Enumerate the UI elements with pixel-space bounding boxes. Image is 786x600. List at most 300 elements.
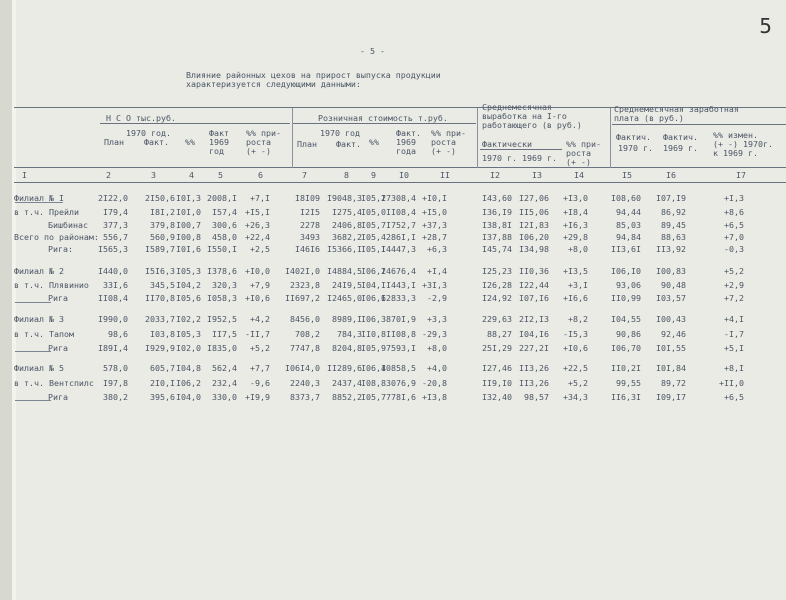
column-number-13: I3: [532, 170, 542, 180]
table-cell: +I0,6: [245, 293, 270, 303]
table-cell: +5,2: [724, 266, 744, 276]
table-cell: +7,2: [724, 293, 744, 303]
table-cell: +7,9: [250, 280, 270, 290]
header-output-fakt-rule: [480, 149, 562, 150]
table-cell: 92,46: [661, 329, 686, 339]
header-divider-3: [610, 108, 611, 168]
header-wage-1970: 1970 г.: [618, 143, 653, 153]
corner-handwritten-mark: 5: [759, 14, 772, 38]
table-cell: II289,6: [327, 363, 362, 373]
table-cell: I02,0: [176, 343, 201, 353]
table-cell: +I,3: [724, 193, 744, 203]
header-nso-fakt1969: Факт: [209, 128, 229, 138]
header-retail-pm: (+ -): [431, 146, 456, 156]
table-cell: II3,92: [656, 244, 686, 254]
table-cell: +7,I: [250, 193, 270, 203]
table-cell: 98,6: [108, 329, 128, 339]
header-output-3: работающего (в руб.): [482, 120, 582, 130]
row-label: в т.ч. Прейли: [14, 207, 79, 217]
column-number-14: I4: [574, 170, 584, 180]
header-nso-rosta: роста: [246, 137, 271, 147]
table-cell: I440,0: [98, 266, 128, 276]
row-label: Бишбинас: [48, 220, 88, 230]
table-cell: -9,6: [250, 378, 270, 388]
table-cell: -I,7: [724, 329, 744, 339]
table-cell: 8989,I: [332, 314, 362, 324]
table-cell: I9048,3: [327, 193, 362, 203]
row-label: Рига: [48, 293, 68, 303]
header-retail-goda: года: [396, 146, 416, 156]
table-cell: +8,2: [568, 314, 588, 324]
table-cell: +28,7: [422, 232, 447, 242]
row-label: Рига: [48, 392, 68, 402]
header-nso-growth: %% при-: [246, 128, 281, 138]
table-cell: +22,4: [245, 232, 270, 242]
table-cell: I05,9: [361, 343, 386, 353]
table-cell: 2I22,0: [98, 193, 128, 203]
header-output-growth: %% при-: [566, 139, 601, 149]
table-cell: II0,36: [519, 266, 549, 276]
column-number-6: 6: [258, 170, 263, 180]
table-cell: I00,7: [176, 220, 201, 230]
table-cell: 8456,0: [290, 314, 320, 324]
table-cell: 605,7: [150, 363, 175, 373]
table-cell: +I,4: [427, 266, 447, 276]
table-cell: II0,2I: [611, 363, 641, 373]
table-cell: 2323,8: [290, 280, 320, 290]
label-underline: [15, 351, 51, 352]
table-cell: I952,5: [207, 314, 237, 324]
table-cell: I04,55: [611, 314, 641, 324]
table-cell: 2278: [300, 220, 320, 230]
table-cell: I402I,0: [285, 266, 320, 276]
table-cell: +I3,0: [563, 193, 588, 203]
table-cell: I08,60: [611, 193, 641, 203]
table-cell: I2465,0: [327, 293, 362, 303]
table-cell: I05,2: [361, 193, 386, 203]
row-label: в т.ч. Вентспилс: [14, 378, 94, 388]
table-cell: 94,84: [616, 232, 641, 242]
header-bottom-rule: [14, 167, 786, 168]
table-cell: +4,0: [427, 363, 447, 373]
table-cell: I05,7: [361, 392, 386, 402]
column-number-2: 2: [106, 170, 111, 180]
table-cell: +3,I: [568, 280, 588, 290]
table-cell: I589,7: [145, 244, 175, 254]
header-nso-plan: План: [104, 137, 124, 147]
table-cell: +I0,6: [563, 343, 588, 353]
table-cell: +4,2: [250, 314, 270, 324]
table-cell: I06,4: [361, 363, 386, 373]
table-cell: 2033,7: [145, 314, 175, 324]
table-cell: 8852,2: [332, 392, 362, 402]
intro-line-1: Влияние районных цехов на прирост выпуска продукции: [186, 70, 441, 80]
table-cell: I4676,4: [381, 266, 416, 276]
table-cell: 99,55: [616, 378, 641, 388]
header-output-rosta: роста: [566, 148, 591, 158]
table-cell: I27,06: [519, 193, 549, 203]
header-wage-k1969: к 1969 г.: [713, 148, 758, 158]
table-cell: 578,0: [103, 363, 128, 373]
header-retail-1970: 1970 год: [320, 128, 360, 138]
row-label: в т.ч. Плявинио: [14, 280, 89, 290]
table-cell: 94,44: [616, 207, 641, 217]
table-cell: 784,3: [337, 329, 362, 339]
row-label: Всего по районам:: [14, 232, 99, 242]
table-cell: I06,2: [176, 378, 201, 388]
table-cell: I06,70: [611, 343, 641, 353]
table-cell: +II,0: [719, 378, 744, 388]
table-cell: I835,0: [207, 343, 237, 353]
table-cell: +29,8: [563, 232, 588, 242]
table-cell: I443,I: [386, 280, 416, 290]
label-underline: [15, 302, 51, 303]
table-cell: II3,6I: [611, 244, 641, 254]
table-cell: I565,3: [98, 244, 128, 254]
table-cell: +37,3: [422, 220, 447, 230]
intro-line-2: характеризуется следующими данными:: [186, 79, 361, 89]
table-cell: I26,28: [482, 280, 512, 290]
table-cell: 778I,6: [386, 392, 416, 402]
table-cell: 90,86: [616, 329, 641, 339]
table-cell: +6,5: [724, 220, 744, 230]
table-cell: I37,88: [482, 232, 512, 242]
row-label: в т.ч. Тапом: [14, 329, 74, 339]
header-nso-pm: (+ -): [246, 146, 271, 156]
table-cell: 86,92: [661, 207, 686, 217]
table-cell: I22,44: [519, 280, 549, 290]
column-number-15: I5: [622, 170, 632, 180]
table-cell: 3682,2: [332, 232, 362, 242]
table-cell: I04,I6: [519, 329, 549, 339]
table-cell: II0,8: [361, 329, 386, 339]
header-retail-rosta: роста: [431, 137, 456, 147]
table-cell: 88,27: [487, 329, 512, 339]
table-cell: 377,3: [103, 220, 128, 230]
table-cell: I8I,2: [150, 207, 175, 217]
table-cell: 2I2,I3: [519, 314, 549, 324]
table-cell: I0I,6: [176, 244, 201, 254]
table-cell: II08,4: [386, 207, 416, 217]
table-cell: II08,8: [386, 329, 416, 339]
table-cell: I34,98: [519, 244, 549, 254]
header-wage-change: %% измен.: [713, 130, 758, 140]
table-cell: +3,3: [427, 314, 447, 324]
table-cell: I929,9: [145, 343, 175, 353]
row-label: Филиал № 2: [14, 266, 64, 276]
table-cell: I7308,4: [381, 193, 416, 203]
table-cell: 8373,7: [290, 392, 320, 402]
table-cell: +5,I: [724, 343, 744, 353]
page-binding-highlight: [12, 0, 16, 600]
header-nso-1970: 1970 год.: [126, 128, 171, 138]
header-output-2: выработка на I-го: [482, 111, 567, 121]
table-cell: I05,I: [361, 244, 386, 254]
header-retail-fakt: Факт.: [336, 139, 361, 149]
column-number-12: I2: [490, 170, 500, 180]
table-cell: +7,0: [724, 232, 744, 242]
table-cell: -0,3: [724, 244, 744, 254]
table-cell: 320,3: [212, 280, 237, 290]
table-cell: II7,5: [212, 329, 237, 339]
table-cell: I07,I6: [519, 293, 549, 303]
table-cell: 2I0,I: [150, 378, 175, 388]
header-wage-rule: [612, 124, 786, 125]
table-cell: I550,I: [207, 244, 237, 254]
table-cell: I24,92: [482, 293, 512, 303]
table-cell: I32,40: [482, 392, 512, 402]
header-nso-1969: 1969: [209, 137, 229, 147]
table-cell: 8204,8: [332, 343, 362, 353]
table-cell: 25I,29: [482, 343, 512, 353]
table-cell: +I6,3: [563, 220, 588, 230]
table-cell: I09,I7: [656, 392, 686, 402]
label-underline: [15, 202, 63, 203]
table-cell: +6,3: [427, 244, 447, 254]
table-cell: I05,3: [176, 266, 201, 276]
table-cell: I06,I0: [611, 266, 641, 276]
table-cell: I46I6: [295, 244, 320, 254]
table-cell: +I8,4: [563, 207, 588, 217]
table-cell: I00,43: [656, 314, 686, 324]
table-cell: I378,6: [207, 266, 237, 276]
table-cell: II3,26: [519, 363, 549, 373]
header-wage-pm: (+ -) 1970г.: [713, 139, 773, 149]
table-cell: 7747,8: [290, 343, 320, 353]
column-number-rule: [14, 182, 786, 183]
table-cell: I4884,5: [327, 266, 362, 276]
header-nso-fakt: Факт.: [144, 137, 169, 147]
column-number-3: 3: [151, 170, 156, 180]
header-wage-fakt-2: Фактич.: [663, 132, 698, 142]
table-cell: 90,48: [661, 280, 686, 290]
row-label: Филиал № 5: [14, 363, 64, 373]
table-cell: 229,63: [482, 314, 512, 324]
header-retail-growth: %% при-: [431, 128, 466, 138]
table-cell: II5,06: [519, 207, 549, 217]
table-cell: I25,23: [482, 266, 512, 276]
table-cell: +8,6: [724, 207, 744, 217]
table-cell: 345,5: [150, 280, 175, 290]
table-cell: I05,3: [176, 329, 201, 339]
label-underline: [15, 400, 51, 401]
table-cell: 24I9,5: [332, 280, 362, 290]
table-cell: 98,57: [524, 392, 549, 402]
table-cell: I2833,3: [381, 293, 416, 303]
table-cell: I27,46: [482, 363, 512, 373]
table-cell: +22,5: [563, 363, 588, 373]
column-number-9: 9: [371, 170, 376, 180]
table-cell: I752,7: [386, 220, 416, 230]
table-cell: 380,2: [103, 392, 128, 402]
table-cell: +34,3: [563, 392, 588, 402]
table-cell: 2437,4: [332, 378, 362, 388]
table-cell: 870I,9: [386, 314, 416, 324]
table-cell: +8,0: [427, 343, 447, 353]
table-cell: I43,60: [482, 193, 512, 203]
table-cell: -2,9: [427, 293, 447, 303]
table-cell: 330,0: [212, 392, 237, 402]
table-cell: -29,3: [422, 329, 447, 339]
table-cell: I2I,83: [519, 220, 549, 230]
header-nso: Н С О тыс.руб.: [106, 113, 176, 123]
table-cell: I08,8: [361, 378, 386, 388]
table-cell: +6,5: [724, 392, 744, 402]
header-divider-2: [477, 108, 478, 168]
table-cell: +3I,3: [422, 280, 447, 290]
header-retail-rule: [292, 123, 476, 124]
table-cell: 458,0: [212, 232, 237, 242]
header-divider-1: [292, 108, 293, 168]
header-wage-fakt-1: Фактич.: [616, 132, 651, 142]
table-cell: I0I,0: [176, 207, 201, 217]
table-cell: +8,0: [568, 244, 588, 254]
table-cell: -II,7: [245, 329, 270, 339]
table-cell: I05,7: [361, 220, 386, 230]
table-cell: 7593,I: [386, 343, 416, 353]
table-cell: I5I6,3: [145, 266, 175, 276]
table-cell: +5,2: [568, 378, 588, 388]
table-cell: -20,8: [422, 378, 447, 388]
table-cell: I04,I: [361, 280, 386, 290]
header-retail-pct: %%: [369, 137, 379, 147]
row-label: Рига: [48, 343, 68, 353]
header-retail-plan: План: [297, 139, 317, 149]
header-retail-1969: 1969: [396, 137, 416, 147]
table-cell: +I3,5: [563, 266, 588, 276]
header-output-1969: 1969 г.: [522, 153, 557, 163]
table-cell: I89I,4: [98, 343, 128, 353]
table-cell: I06I4,0: [285, 363, 320, 373]
table-cell: 2008,I: [207, 193, 237, 203]
table-cell: 2406,8: [332, 220, 362, 230]
table-cell: 3076,9: [386, 378, 416, 388]
table-cell: 395,6: [150, 392, 175, 402]
header-output-1: Среднемесячная: [482, 102, 552, 112]
column-number-4: 4: [189, 170, 194, 180]
table-cell: +4,I: [724, 314, 744, 324]
table-cell: 300,6: [212, 220, 237, 230]
header-output-1970: 1970 г.: [482, 153, 517, 163]
table-cell: I02,2: [176, 314, 201, 324]
table-cell: I05,4: [361, 232, 386, 242]
table-cell: II9,I0: [482, 378, 512, 388]
table-cell: +I0,0: [245, 266, 270, 276]
column-number-7: 7: [302, 170, 307, 180]
table-cell: 33I,6: [103, 280, 128, 290]
table-cell: 708,2: [295, 329, 320, 339]
header-output-pm: (+ -): [566, 157, 591, 167]
table-cell: 286I,I: [386, 232, 416, 242]
table-cell: 562,4: [212, 363, 237, 373]
table-cell: I990,0: [98, 314, 128, 324]
column-number-16: I6: [666, 170, 676, 180]
table-cell: I05,0: [361, 207, 386, 217]
header-nso-pct: %%: [185, 137, 195, 147]
table-cell: I0I,3: [176, 193, 201, 203]
column-number-1: I: [22, 170, 27, 180]
table-cell: +I6,6: [563, 293, 588, 303]
table-cell: II697,2: [285, 293, 320, 303]
table-cell: I45,74: [482, 244, 512, 254]
table-cell: 89,45: [661, 220, 686, 230]
table-cell: 88,63: [661, 232, 686, 242]
table-cell: 560,9: [150, 232, 175, 242]
table-cell: II0,99: [611, 293, 641, 303]
row-label: Филиал № 3: [14, 314, 64, 324]
page-number: - 5 -: [360, 46, 385, 56]
table-cell: 227,2I: [519, 343, 549, 353]
table-cell: I06,20: [519, 232, 549, 242]
table-cell: I04,2: [176, 280, 201, 290]
table-cell: I058,3: [207, 293, 237, 303]
table-cell: I0I,84: [656, 363, 686, 373]
table-cell: 232,4: [212, 378, 237, 388]
table-cell: I00,8: [176, 232, 201, 242]
table-cell: +5,2: [250, 343, 270, 353]
table-cell: I07,I9: [656, 193, 686, 203]
row-label: Рига:: [48, 244, 73, 254]
header-wage-1969: 1969 г.: [663, 143, 698, 153]
table-cell: +26,3: [245, 220, 270, 230]
table-cell: 379,8: [150, 220, 175, 230]
table-cell: +I9,9: [245, 392, 270, 402]
table-cell: 85,03: [616, 220, 641, 230]
table-cell: +8,I: [724, 363, 744, 373]
table-cell: +I3,8: [422, 392, 447, 402]
table-cell: I00,83: [656, 266, 686, 276]
header-nso-god: год: [209, 146, 224, 156]
table-cell: I2I5: [300, 207, 320, 217]
header-retail: Розничная стоимость т.руб.: [318, 113, 448, 123]
header-wage-2: плата (в руб.): [614, 113, 684, 123]
table-cell: +I5,I: [245, 207, 270, 217]
header-wage-1: Среднемесячная заработная: [614, 104, 739, 114]
column-number-10: I0: [399, 170, 409, 180]
table-cell: I275,4: [332, 207, 362, 217]
table-cell: 556,7: [103, 232, 128, 242]
table-cell: I03,8: [150, 329, 175, 339]
table-cell: I06,6: [361, 293, 386, 303]
column-number-5: 5: [218, 170, 223, 180]
table-cell: I06,3: [361, 314, 386, 324]
table-cell: I79,4: [103, 207, 128, 217]
column-number-11: II: [440, 170, 450, 180]
table-cell: I04,0: [176, 392, 201, 402]
table-cell: II3,26: [519, 378, 549, 388]
table-cell: I4447,3: [381, 244, 416, 254]
table-cell: I05,6: [176, 293, 201, 303]
table-cell: +2,5: [250, 244, 270, 254]
table-cell: II08,4: [98, 293, 128, 303]
table-cell: -I5,3: [563, 329, 588, 339]
table-cell: 2240,3: [290, 378, 320, 388]
table-cell: I04,8: [176, 363, 201, 373]
table-cell: I0858,5: [381, 363, 416, 373]
table-cell: I0I,55: [656, 343, 686, 353]
table-cell: II6,3I: [611, 392, 641, 402]
column-number-8: 8: [344, 170, 349, 180]
table-cell: +7,7: [250, 363, 270, 373]
table-cell: I38,8I: [482, 220, 512, 230]
column-number-17: I7: [736, 170, 746, 180]
header-output-fakt: Фактически: [482, 139, 532, 149]
table-cell: 3493: [300, 232, 320, 242]
table-cell: I57,4: [212, 207, 237, 217]
header-nso-rule: [100, 123, 290, 124]
table-cell: 89,72: [661, 378, 686, 388]
row-label: Филиал № I: [14, 193, 64, 203]
